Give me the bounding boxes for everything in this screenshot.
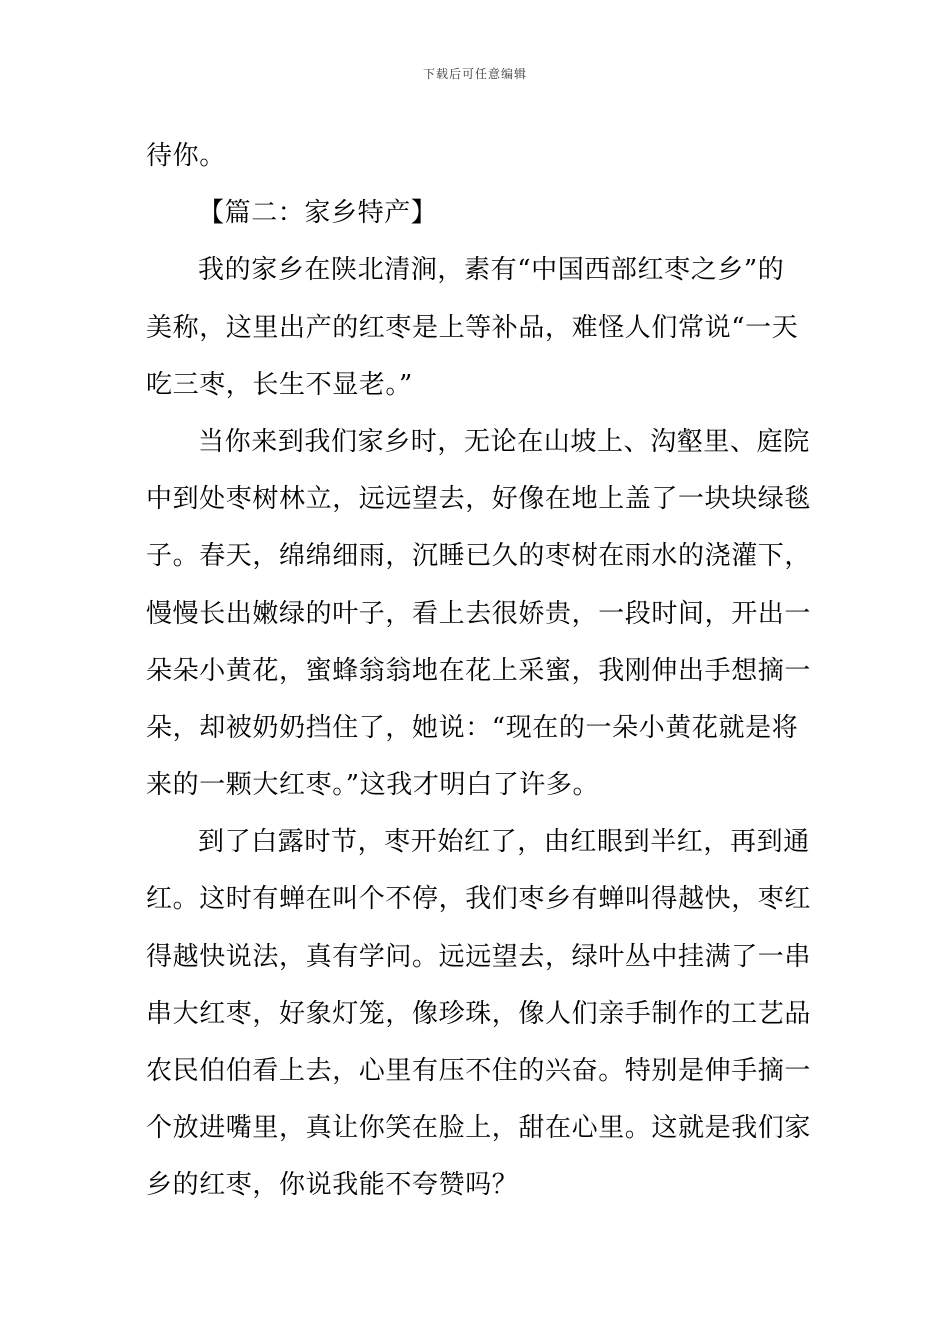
paragraph-line: 朵朵小黄花，蜜蜂翁翁地在花上采蜜，我刚伸出手想摘一: [146, 655, 812, 686]
paragraph-line: 农民伯伯看上去，心里有压不住的兴奋。特别是伸手摘一: [146, 1056, 812, 1086]
paragraph-line: 个放进嘴里，真让你笑在脸上，甜在心里。这就是我们家: [146, 1113, 812, 1144]
paragraph-line: 中到处枣树林立，远远望去，好像在地上盖了一块块绿毯: [146, 484, 812, 515]
paragraph-line: 美称，这里出产的红枣是上等补品，难怪人们常说“一天: [146, 312, 799, 343]
paragraph-line: 当你来到我们家乡时，无论在山坡上、沟壑里、庭院: [198, 426, 810, 457]
document-body: [146, 128, 812, 1215]
paragraph-line: 乡的红枣，你说我能不夸赞吗？: [146, 1170, 519, 1201]
paragraph-line: 得越快说法，真有学问。远远望去，绿叶丛中挂满了一串: [146, 941, 812, 972]
paragraph-line: 吃三枣，长生不显老。”: [146, 369, 413, 400]
page-header: 下载后可任意编辑: [422, 67, 527, 81]
section-heading: 【篇二：家乡特产】: [198, 198, 438, 229]
paragraph-line: 到了白露时节，枣开始红了，由红眼到半红，再到通: [198, 827, 810, 858]
paragraph-line: 慢慢长出嫩绿的叶子，看上去很娇贵，一段时间，开出一: [146, 598, 812, 629]
paragraph-line: 朵，却被奶奶挡住了，她说：“现在的一朵小黄花就是将: [146, 712, 799, 743]
text-line: 待你。: [146, 141, 226, 171]
paragraph-line: 子。春天，绵绵细雨，沉睡已久的枣树在雨水的浇灌下，: [146, 541, 812, 572]
paragraph-line: 我的家乡在陕北清涧，素有“中国西部红枣之乡”的: [198, 255, 785, 286]
paragraph-line: 红。这时有蝉在叫个不停，我们枣乡有蝉叫得越快，枣红: [146, 884, 812, 915]
paragraph-line: 来的一颗大红枣。”这我才明白了许多。: [146, 770, 600, 801]
paragraph-line: 串大红枣，好象灯笼，像珍珠，像人们亲手制作的工艺品: [146, 998, 812, 1029]
